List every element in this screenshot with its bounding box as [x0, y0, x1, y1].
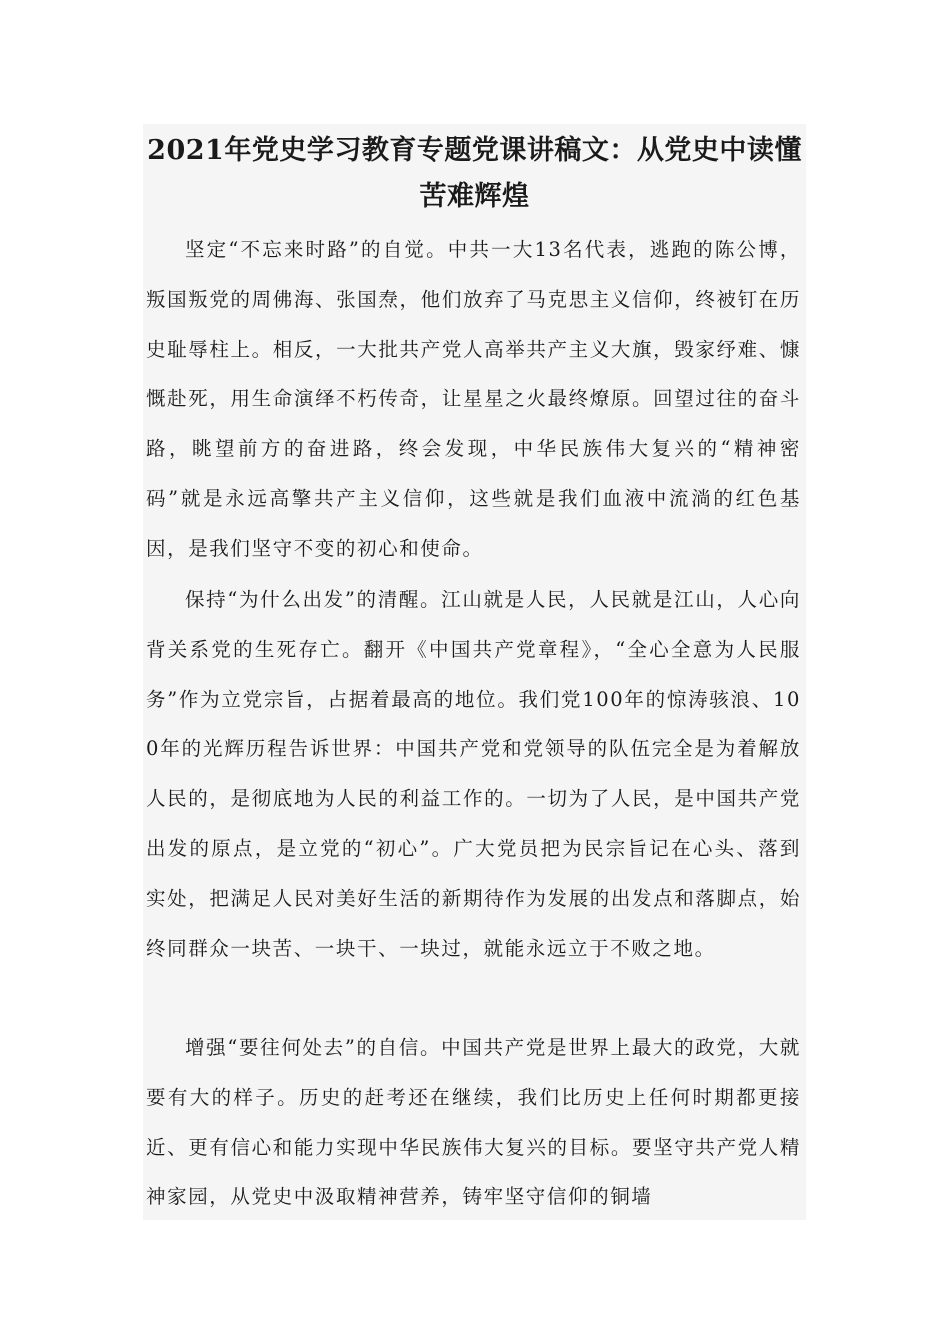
document-title: 2021年党史学习教育专题党课讲稿文：从党史中读懂苦难辉煌: [147, 135, 802, 212]
paragraph-2: 保持“为什么出发”的清醒。江山就是人民，人民就是江山，人心向背关系党的生死存亡。翻开《中国共产党章程》，“全心全意为人民服务”作为立党宗旨，占据着最高的地位。我们党100年的惊涛骇浪、100年的光辉历程告诉世界：中国共产党和党领导的队伍完全是为着解放人民的，是彻底地为人民的利益工作的。一切为了人民，是中国共产党出发的原点，是立党的“初心”。广大党员把为民宗旨记在心头、落到实处，把满足人民对美好生活的新期待作为发展的出发点和落脚点，始终同群众一块苦、一块干、一块过，就能永远立于不败之地。: [146, 588, 801, 960]
paragraph-3: 增强“要往何处去”的自信。中国共产党是世界上最大的政党，大就要有大的样子。历史的赶考还在继续，我们比历史上任何时期都更接近、更有信心和能力实现中华民族伟大复兴的目标。要坚守共产党人精神家园，从党史中汲取精神营养，铸牢坚守信仰的铜墙: [146, 1036, 801, 1209]
paragraph-1: 坚定“不忘来时路”的自觉。中共一大13名代表，逃跑的陈公博，叛国叛党的周佛海、张国焘，他们放弃了马克思主义信仰，终被钉在历史耻辱柱上。相反，一大批共产党人高举共产主义大旗，毁家纾难、慷慨赴死，用生命演绎不朽传奇，让星星之火最终燎原。回望过往的奋斗路，眺望前方的奋进路，终会发现，中华民族伟大复兴的“精神密码”就是永远高擎共产主义信仰，这些就是我们血液中流淌的红色基因，是我们坚守不变的初心和使命。: [146, 238, 801, 560]
